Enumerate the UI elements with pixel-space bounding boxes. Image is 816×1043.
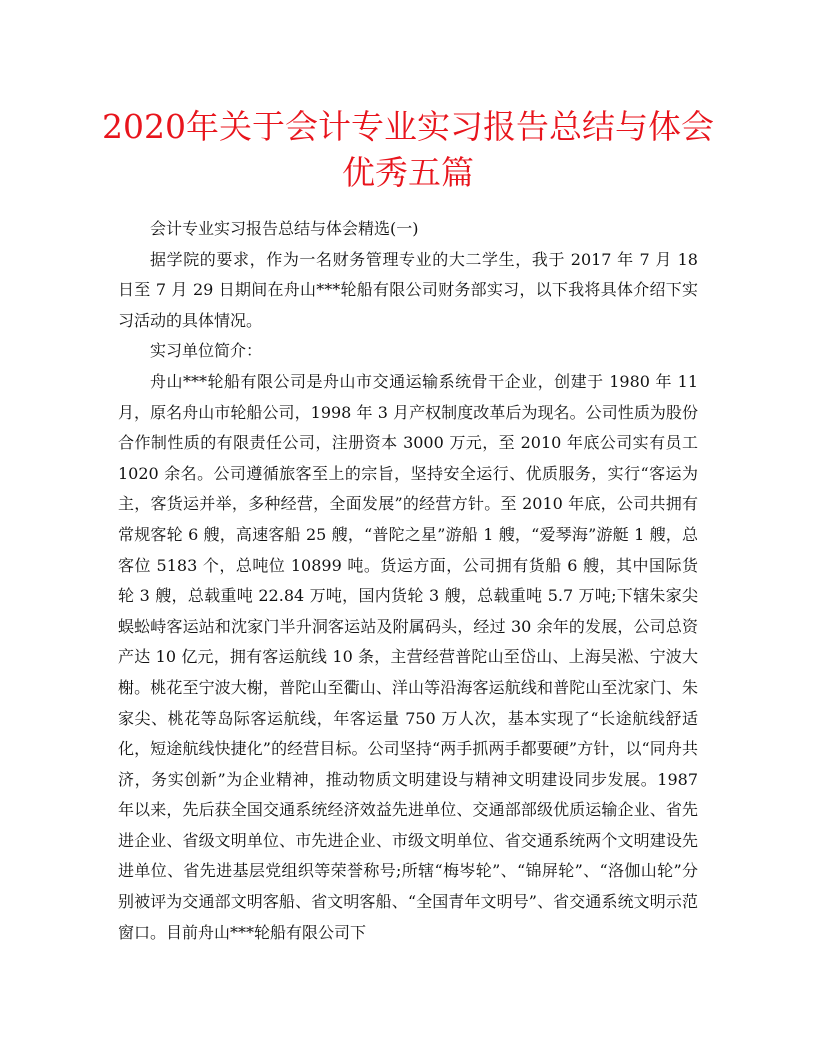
subheading-company-intro: 实习单位简介： bbox=[150, 341, 263, 361]
intro-paragraph: 据学院的要求，作为一名财务管理专业的大二学生，我于 2017 年 7 月 18 日至 7 月 29 日期间在舟山***轮船有限公司财务部实习，以下我将具体介绍下实习活动的具体情况。 bbox=[118, 249, 698, 330]
document-body bbox=[118, 214, 698, 948]
section-heading: 会计专业实习报告总结与体会精选(一) bbox=[150, 219, 419, 238]
company-description-paragraph: 舟山***轮船有限公司是舟山市交通运输系统骨干企业，创建于 1980 年 11 月，原名舟山市轮船公司，1998 年 3 月产权制度改革后为现名。公司性质为股份合作制性质的有限责任公司，注册资本 3000 万元，至 2010 年底公司实有员工 1020 余名。公司遵循旅客至上的宗旨，坚持安全运行、优质服务，实行“客运为主，客货运并举，多种经营，全面发展”的经营方针。至 2010 年底，公司共拥有常规客轮 6 艘，高速客船 25 艘，“普陀之星”游船 1 艘，“爱琴海”游艇 1 艘，总客位 5183 个，总吨位 10899 吨。货运方面，公司拥有货船 6 艘，其中国际货轮 3 艘，总载重吨 22.84 万吨，国内货轮 3 艘，总载重吨 5.7 万吨;下辖朱家尖蜈蚣峙客运站和沈家门半升洞客运站及附属码头，经过 30 余年的发展，公司总资产达 10 亿元，拥有客运航线 10 条，主营经营普陀山至岱山、上海吴淞、宁波大榭。桃花至宁波大榭，普陀山至衢山、洋山等沿海客运航线和普陀山至沈家门、朱家尖、桃花等岛际客运航线，年客运量 750 万人次，基本实现了“长途航线舒适化，短途航线快捷化”的经营目标。公司坚持“两手抓两手都要硬”方针，以“同舟共济，务实创新”为企业精神，推动物质文明建设与精神文明建设同步发展。1987 年以来，先后获全国交通系统经济效益先进单位、交通部部级优质运输企业、省先进企业、省级文明单位、市先进企业、市级文明单位、省交通系统两个文明建设先进单位、省先进基层党组织等荣誉称号;所辖“梅岑轮”、“锦屏轮”、“洛伽山轮”分别被评为交通部文明客船、省文明客船、“全国青年文明号”、省交通系统文明示范窗口。目前舟山***轮船有限公司下 bbox=[118, 371, 698, 942]
document-title: 2020年关于会计专业实习报告总结与体会优秀五篇 bbox=[102, 107, 714, 192]
